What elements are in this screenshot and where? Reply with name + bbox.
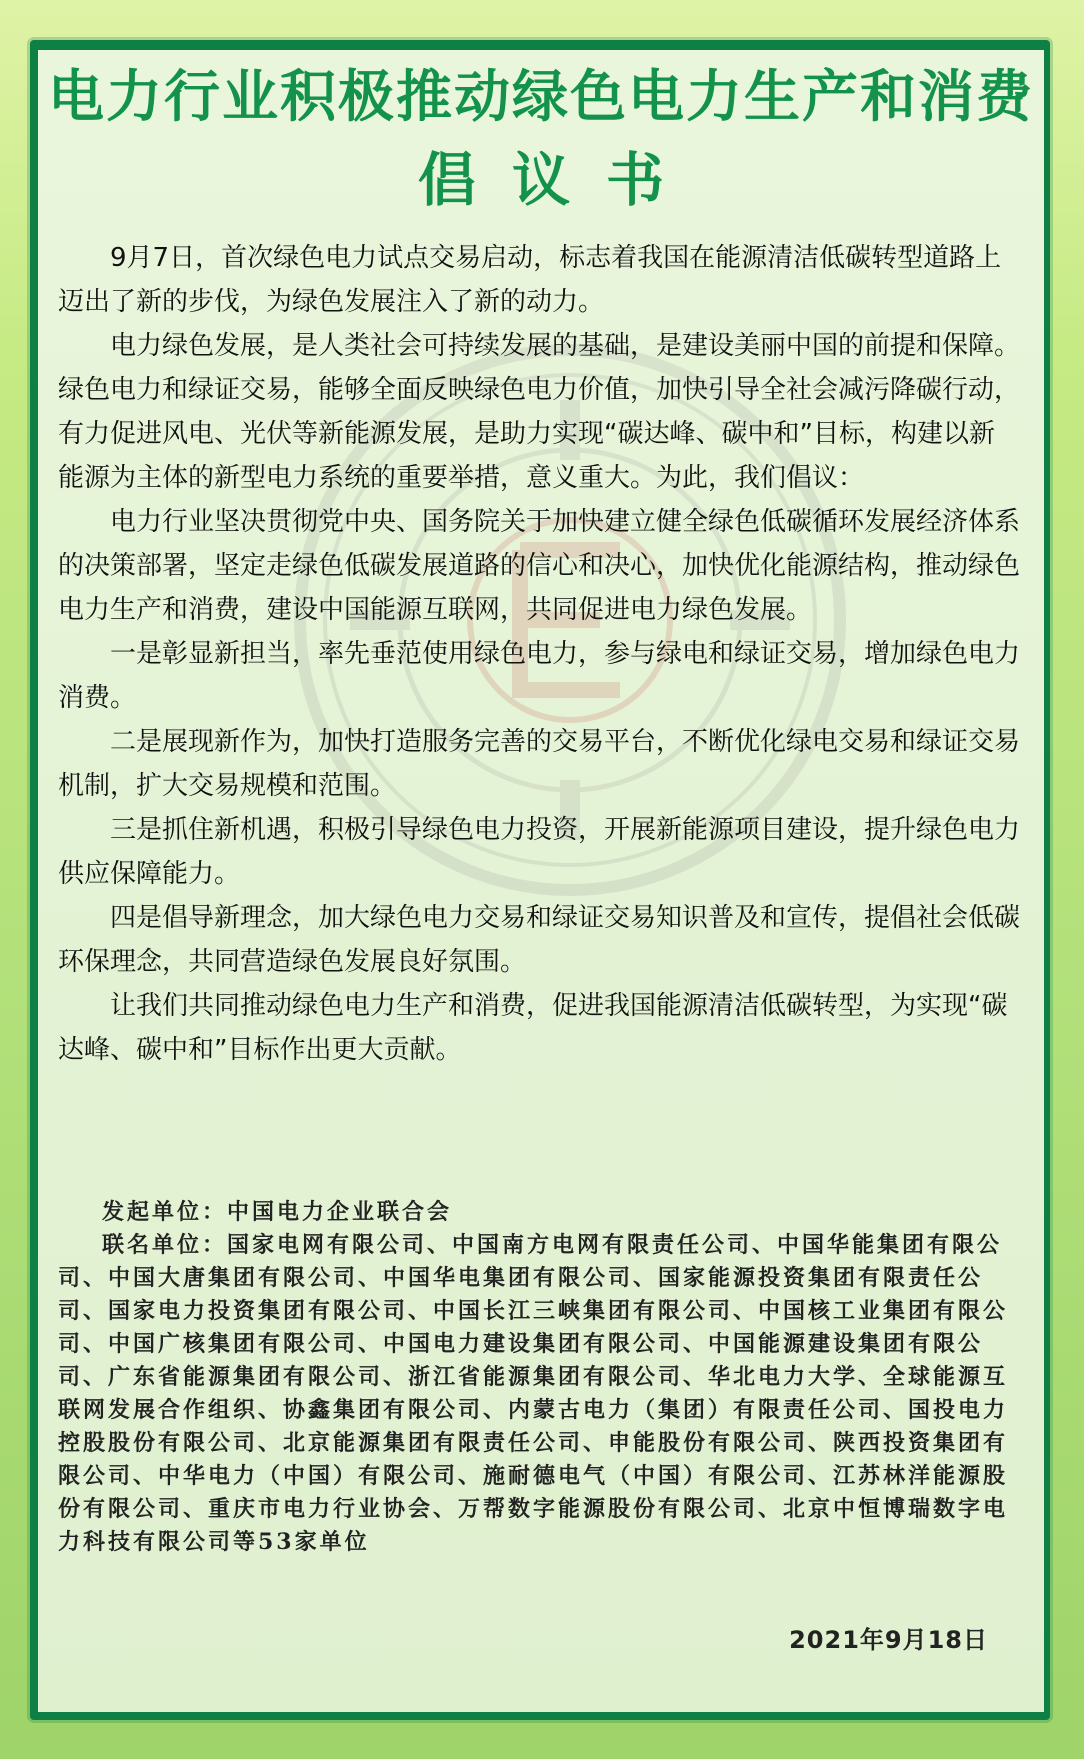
document-subtitle: 倡议书	[417, 146, 700, 214]
document-body	[58, 236, 1020, 1072]
paragraph: 让我们共同推动绿色电力生产和消费，促进我国能源清洁低碳转型，为实现“碳达峰、碳中和”目标作出更大贡献。	[58, 991, 1008, 1065]
paragraph: 二是展现新作为，加快打造服务完善的交易平台，不断优化绿电交易和绿证交易机制，扩大交易规模和范围。	[58, 727, 1021, 801]
document-title: 电力行业积极推动绿色电力生产和消费	[48, 65, 1034, 130]
signatories	[58, 1196, 1020, 1559]
paragraph: 电力行业坚决贯彻党中央、国务院关于加快建立健全绿色低碳循环发展经济体系的决策部署，坚定走绿色低碳发展道路的信心和决心，加快优化能源结构，推动绿色电力生产和消费，建设中国能源互联网，共同促进电力绿色发展。	[58, 507, 1021, 625]
co-signers-line: 联名单位：国家电网有限公司、中国南方电网有限责任公司、中国华能集团有限公司、中国大唐集团有限公司、中国华电集团有限公司、国家能源投资集团有限责任公司、国家电力投资集团有限公司、中国长江三峡集团有限公司、中国核工业集团有限公司、中国广核集团有限公司、中国电力建设集团有限公司、中国能源建设集团有限公司、广东省能源集团有限公司、浙江省能源集团有限公司、华北电力大学、全球能源互联网发展合作组织、协鑫集团有限公司、内蒙古电力（集团）有限责任公司、国投电力控股股份有限公司、北京能源集团有限责任公司、申能股份有限公司、陕西投资集团有限公司、中华电力（中国）有限公司、施耐德电气（中国）有限公司、江苏林洋能源股份有限公司、重庆市电力行业协会、万帮数字能源股份有限公司、北京中恒博瑞数字电力科技有限公司等53家单位	[58, 1232, 1009, 1555]
paragraph: 三是抓住新机遇，积极引导绿色电力投资，开展新能源项目建设，提升绿色电力供应保障能力。	[58, 815, 1021, 889]
paragraph: 一是彰显新担当，率先垂范使用绿色电力，参与绿电和绿证交易，增加绿色电力消费。	[58, 639, 1021, 713]
paragraph: 四是倡导新理念，加大绿色电力交易和绿证交易知识普及和宣传，提倡社会低碳环保理念，共同营造绿色发展良好氛围。	[58, 903, 1021, 977]
paragraph: 9月7日，首次绿色电力试点交易启动，标志着我国在能源清洁低碳转型道路上迈出了新的步伐，为绿色发展注入了新的动力。	[58, 243, 1002, 317]
document-date: 2021年9月18日	[789, 1626, 988, 1654]
initiator-line: 发起单位：中国电力企业联合会	[102, 1199, 453, 1225]
paragraph: 电力绿色发展，是人类社会可持续发展的基础，是建设美丽中国的前提和保障。绿色电力和绿证交易，能够全面反映绿色电力价值，加快引导全社会减污降碳行动，有力促进风电、光伏等新能源发展，是助力实现“碳达峰、碳中和”目标，构建以新能源为主体的新型电力系统的重要举措，意义重大。为此，我们倡议：	[58, 331, 1021, 493]
